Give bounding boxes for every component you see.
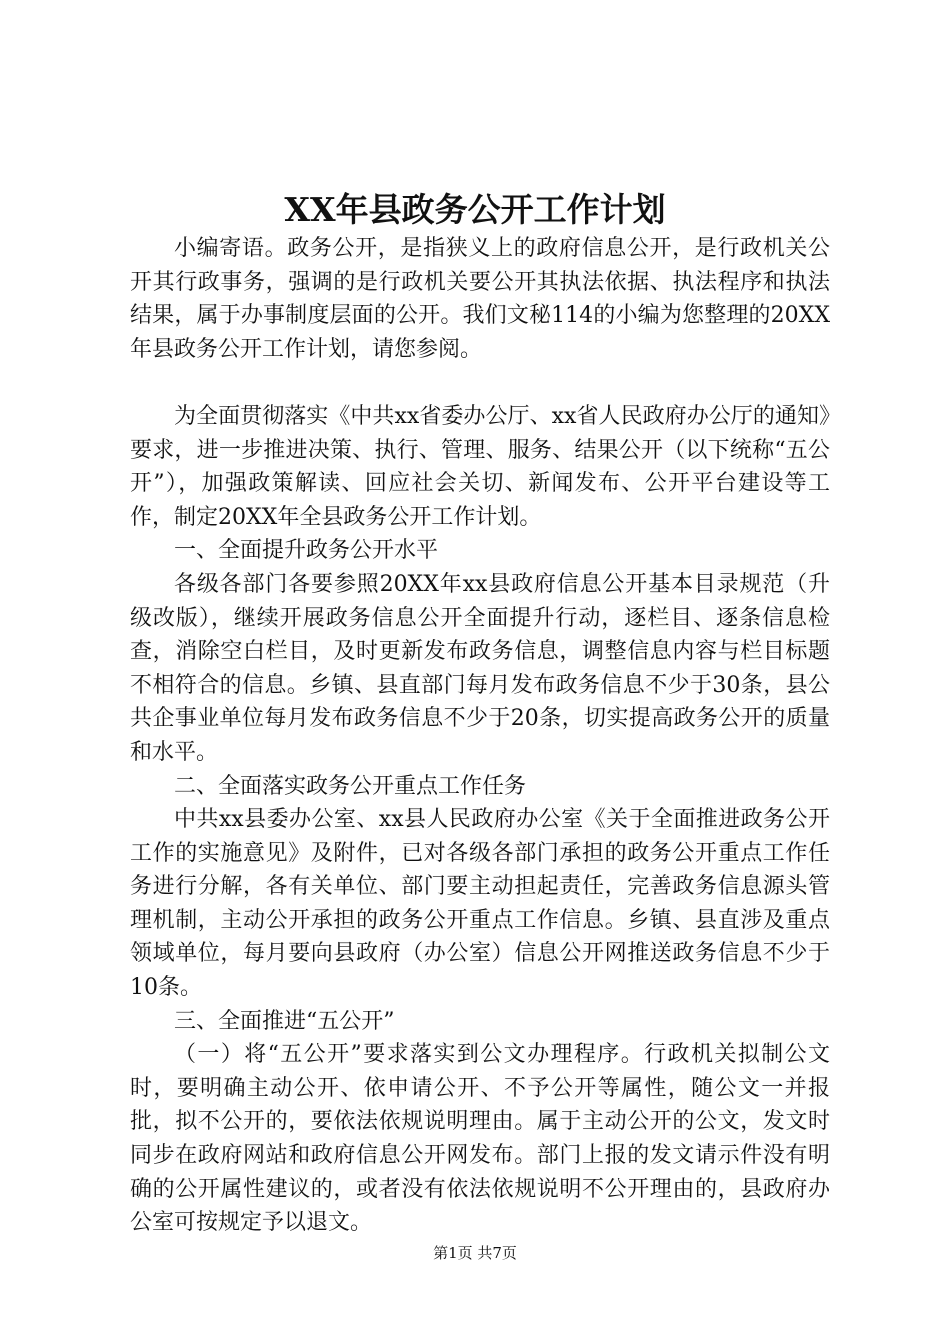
body-paragraph: 各级各部门各要参照20XX年xx县政府信息公开基本目录规范（升级改版），继续开展政务信息公开全面提升行动，逐栏目、逐条信息检查，消除空白栏目，及时更新发布政务信息，调整信息内容与栏目标题不相符合的信息。乡镇、县直部门每月发布政务信息不少于30条，县公共企事业单位每月发布政务信息不少于20条，切实提高政务公开的质量和水平。 — [130, 571, 830, 765]
body-paragraph: 为全面贯彻落实《中共xx省委办公厅、xx省人民政府办公厅的通知》要求，进一步推进决策、执行、管理、服务、结果公开（以下统称“五公开”），加强政策解读、回应社会关切、新闻发布、公开平台建设等工作，制定20XX年全县政务公开工作计划。 — [130, 403, 830, 530]
section-heading: 一、全面提升政务公开水平 — [174, 538, 439, 564]
document-body — [130, 232, 830, 1240]
document-title: XX年县政务公开工作计划 — [284, 190, 666, 229]
page-number: 第1页 共7页 — [433, 1244, 517, 1262]
intro-paragraph: 小编寄语。政务公开，是指狭义上的政府信息公开，是行政机关公开其行政事务，强调的是行政机关要公开其执法依据、执法程序和执法结果，属于办事制度层面的公开。我们文秘114的小编为您整理的20XX年县政务公开工作计划，请您参阅。 — [130, 236, 830, 362]
section-heading: 三、全面推进“五公开” — [174, 1008, 395, 1034]
section-heading: 二、全面落实政务公开重点工作任务 — [174, 773, 527, 799]
page-footer — [0, 1243, 950, 1263]
body-paragraph: 中共xx县委办公室、xx县人民政府办公室《关于全面推进政务公开工作的实施意见》及附件，已对各级各部门承担的政务公开重点工作任务进行分解，各有关单位、部门要主动担起责任，完善政务信息源头管理机制，主动公开承担的政务公开重点工作信息。乡镇、县直涉及重点领域单位，每月要向县政府（办公室）信息公开网推送政务信息不少于10条。 — [130, 807, 830, 1001]
body-paragraph: （一）将“五公开”要求落实到公文办理程序。行政机关拟制公文时，要明确主动公开、依申请公开、不予公开等属性，随公文一并报批，拟不公开的，要依法依规说明理由。属于主动公开的公文，发文时同步在政府网站和政府信息公开网发布。部门上报的发文请示件没有明确的公开属性建议的，或者没有依法依规说明不公开理由的，县政府办公室可按规定予以退文。 — [130, 1042, 830, 1236]
